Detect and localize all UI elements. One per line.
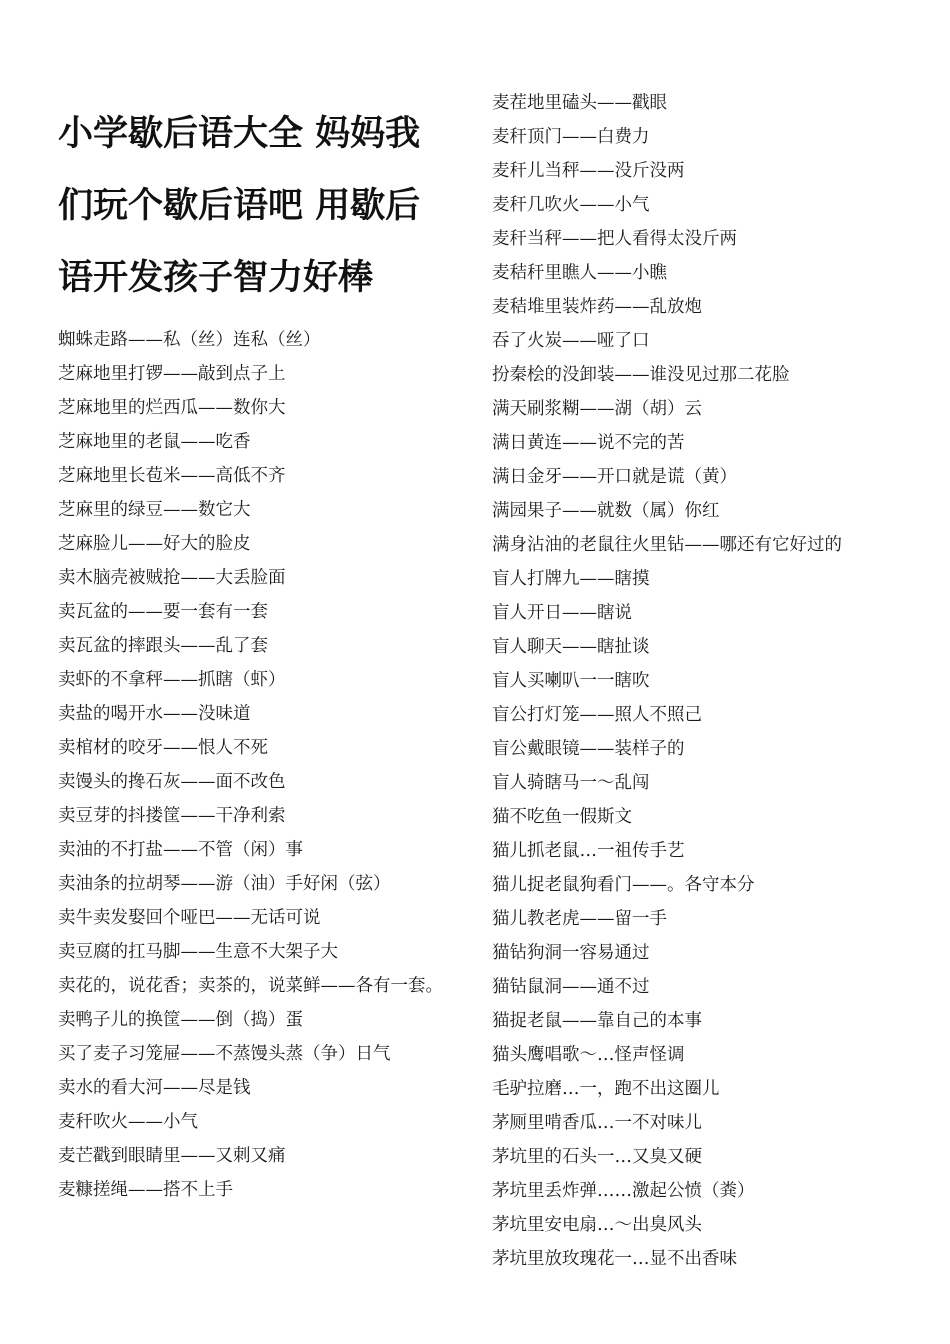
saying-item: 茅厕里啃香瓜…一不对味儿 [492,1113,702,1133]
right-column [492,86,912,1276]
saying-item: 麦秆顶门——白费力 [492,127,650,147]
saying-item: 猫不吃鱼一假斯文 [492,807,632,827]
saying-item: 卖水的看大河——尽是钱 [58,1078,251,1098]
saying-item: 卖瓦盆的——要一套有一套 [58,602,268,622]
saying-item: 卖花的，说花香；卖茶的，说菜鲜——各有一套。 [58,976,443,996]
saying-item: 芝麻脸儿——好大的脸皮 [58,534,251,554]
saying-item: 麦秸秆里瞧人——小瞧 [492,263,667,283]
saying-item: 麦茬地里磕头——戳眼 [492,93,667,113]
saying-item: 扮秦桧的没卸装——谁没见过那二花脸 [492,365,790,385]
saying-item: 茅坑里放玫瑰花一…显不出香味 [492,1249,737,1269]
saying-item: 卖木脑壳被贼抢——大丢脸面 [58,568,286,588]
right-saying-list [492,86,912,1276]
saying-item: 毛驴拉磨…一，跑不出这圈儿 [492,1079,720,1099]
saying-item: 满日金牙——开口就是谎（黄） [492,467,737,487]
saying-item: 卖牛卖发娶回个哑巴——无话可说 [58,908,321,928]
saying-item: 蜘蛛走路——私（丝）连私（丝） [58,330,321,350]
left-column [58,98,450,1207]
saying-item: 卖油的不打盐——不管（闲）事 [58,840,303,860]
saying-item: 茅坑里安电扇…～出臭风头 [492,1215,702,1235]
saying-item: 麦秆儿当秤——没斤没两 [492,161,685,181]
saying-item: 满天刷浆糊——湖（胡）云 [492,399,702,419]
saying-item: 卖油条的拉胡琴——游（油）手好闲（弦） [58,874,391,894]
saying-item: 麦芒戳到眼睛里——又刺又痛 [58,1146,286,1166]
saying-item: 盲人打牌九——瞎摸 [492,569,650,589]
saying-item: 买了麦子习笼屉——不蒸馒头蒸（争）日气 [58,1044,391,1064]
saying-item: 卖盐的喝开水——没味道 [58,704,251,724]
saying-item: 盲人聊天——瞎扯谈 [492,637,650,657]
saying-item: 猫钻狗洞一容易通过 [492,943,650,963]
saying-item: 麦秆当秤——把人看得太没斤两 [492,229,737,249]
saying-item: 吞了火炭——哑了口 [492,331,650,351]
saying-item: 芝麻地里打锣——敲到点子上 [58,364,286,384]
saying-item: 芝麻地里的烂西瓜——数你大 [58,398,286,418]
saying-item: 猫头鹰唱歌～…怪声怪调 [492,1045,685,1065]
saying-item: 卖虾的不拿秤——抓瞎（虾） [58,670,286,690]
saying-item: 麦秆几吹火——小气 [492,195,650,215]
saying-item: 芝麻地里长苞米——高低不齐 [58,466,286,486]
saying-item: 芝麻里的绿豆——数它大 [58,500,251,520]
saying-item: 卖豆芽的抖搂筐——干净利索 [58,806,286,826]
saying-item: 卖馒头的搀石灰——面不改色 [58,772,286,792]
saying-item: 盲公戴眼镜——装样子的 [492,739,685,759]
saying-item: 猫钻鼠洞——通不过 [492,977,650,997]
saying-item: 满园果子——就数（属）你红 [492,501,720,521]
saying-item: 卖瓦盆的摔跟头——乱了套 [58,636,268,656]
saying-item: 芝麻地里的老鼠——吃香 [58,432,251,452]
saying-item: 猫儿捉老鼠狗看门——。各守本分 [492,875,755,895]
saying-item: 猫捉老鼠——靠自己的本事 [492,1011,702,1031]
saying-item: 盲人买喇叭一一瞎吹 [492,671,650,691]
saying-item: 满日黄连——说不完的苦 [492,433,685,453]
page-title: 小学歇后语大全 妈妈我们玩个歇后语吧 用歇后语开发孩子智力好棒 [58,114,421,298]
saying-item: 卖鸭子儿的换筐——倒（捣）蛋 [58,1010,303,1030]
saying-item: 茅坑里丢炸弹……激起公愤（粪） [492,1181,755,1201]
saying-item: 盲人骑瞎马一～乱闯 [492,773,650,793]
saying-item: 猫儿教老虎——留一手 [492,909,667,929]
saying-item: 盲公打灯笼——照人不照己 [492,705,702,725]
saying-item: 麦秆吹火——小气 [58,1112,198,1132]
saying-item: 卖豆腐的扛马脚——生意不大架子大 [58,942,338,962]
saying-item: 盲人开日——瞎说 [492,603,632,623]
left-saying-list [58,323,450,1207]
saying-item: 满身沾油的老鼠往火里钻——哪还有它好过的 [492,535,842,555]
saying-item: 猫儿抓老鼠…一祖传手艺 [492,841,685,861]
saying-item: 麦糠搓绳——搭不上手 [58,1180,233,1200]
saying-item: 茅坑里的石头一…又臭又硬 [492,1147,702,1167]
saying-item: 卖棺材的咬牙——恨人不死 [58,738,268,758]
saying-item: 麦秸堆里装炸药——乱放炮 [492,297,702,317]
